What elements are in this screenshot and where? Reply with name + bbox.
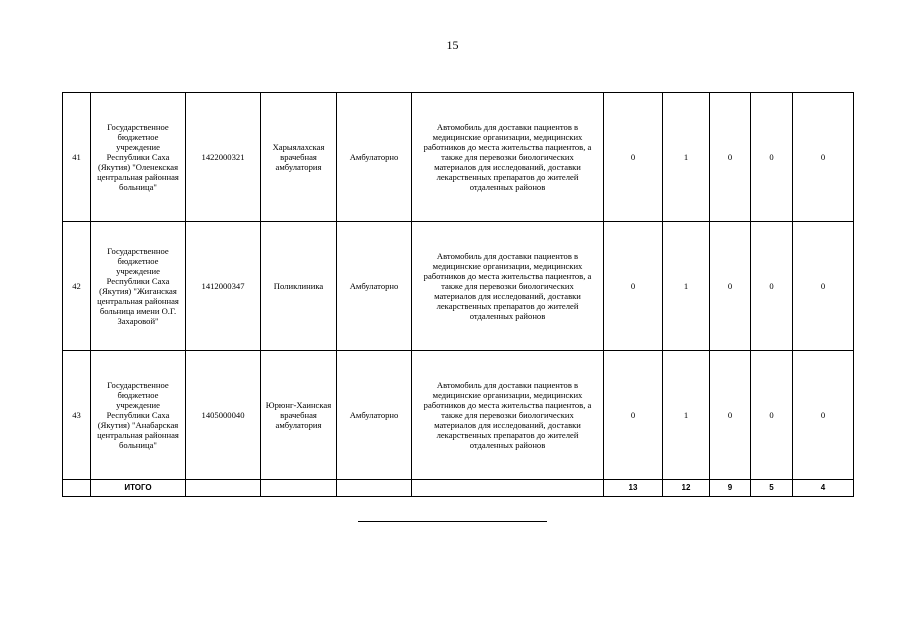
value-cell: 1 [663,351,710,480]
care-type: Амбулаторно [337,222,412,351]
vehicle-allocation-table [62,92,854,497]
subdivision-name: Юрюнг-Хаинская врачебная амбулатория [261,351,337,480]
total-empty-cell [261,480,337,497]
care-type: Амбулаторно [337,93,412,222]
vehicle-purpose: Автомобиль для доставки пациентов в медицинские организации, медицинских работников до места жительства пациентов, а также для перевозки биологических материалов для исследований, доставки лекарственных препаратов до жителей отдаленных районов [412,351,604,480]
end-divider-line [358,521,547,522]
value-cell: 0 [793,351,854,480]
value-cell: 0 [710,351,751,480]
page-number: 15 [446,38,459,52]
table-row [63,351,854,480]
value-cell: 0 [793,93,854,222]
total-empty-cell [63,480,91,497]
value-cell: 1 [663,222,710,351]
total-label: ИТОГО [91,480,186,497]
total-value: 4 [793,480,854,497]
vehicle-purpose: Автомобиль для доставки пациентов в медицинские организации, медицинских работников до места жительства пациентов, а также для перевозки биологических материалов для исследований, доставки лекарственных препаратов до жителей отдаленных районов [412,93,604,222]
row-number: 42 [63,222,91,351]
value-cell: 0 [751,222,793,351]
value-cell: 0 [710,93,751,222]
value-cell: 0 [751,93,793,222]
subdivision-name: Поликлиника [261,222,337,351]
total-empty-cell [337,480,412,497]
row-number: 43 [63,351,91,480]
value-cell: 0 [793,222,854,351]
value-cell: 0 [710,222,751,351]
total-value: 12 [663,480,710,497]
table-row [63,93,854,222]
organization-code: 1412000347 [186,222,261,351]
total-value: 9 [710,480,751,497]
organization-name: Государственное бюджетное учреждение Республики Саха (Якутия) "Оленекская центральная районная больница" [91,93,186,222]
value-cell: 0 [751,351,793,480]
total-row [63,480,854,497]
subdivision-name: Харыялахская врачебная амбулатория [261,93,337,222]
total-value: 5 [751,480,793,497]
organization-code: 1405000040 [186,351,261,480]
total-empty-cell [186,480,261,497]
value-cell: 1 [663,93,710,222]
total-empty-cell [412,480,604,497]
table-row [63,222,854,351]
organization-code: 1422000321 [186,93,261,222]
organization-name: Государственное бюджетное учреждение Республики Саха (Якутия) "Жиганская центральная районная больница имени О.Г. Захаровой" [91,222,186,351]
value-cell: 0 [604,93,663,222]
value-cell: 0 [604,351,663,480]
row-number: 41 [63,93,91,222]
vehicle-purpose: Автомобиль для доставки пациентов в медицинские организации, медицинских работников до места жительства пациентов, а также для перевозки биологических материалов для исследований, доставки лекарственных препаратов до жителей отдаленных районов [412,222,604,351]
value-cell: 0 [604,222,663,351]
care-type: Амбулаторно [337,351,412,480]
organization-name: Государственное бюджетное учреждение Республики Саха (Якутия) "Анабарская центральная районная больница" [91,351,186,480]
total-value: 13 [604,480,663,497]
